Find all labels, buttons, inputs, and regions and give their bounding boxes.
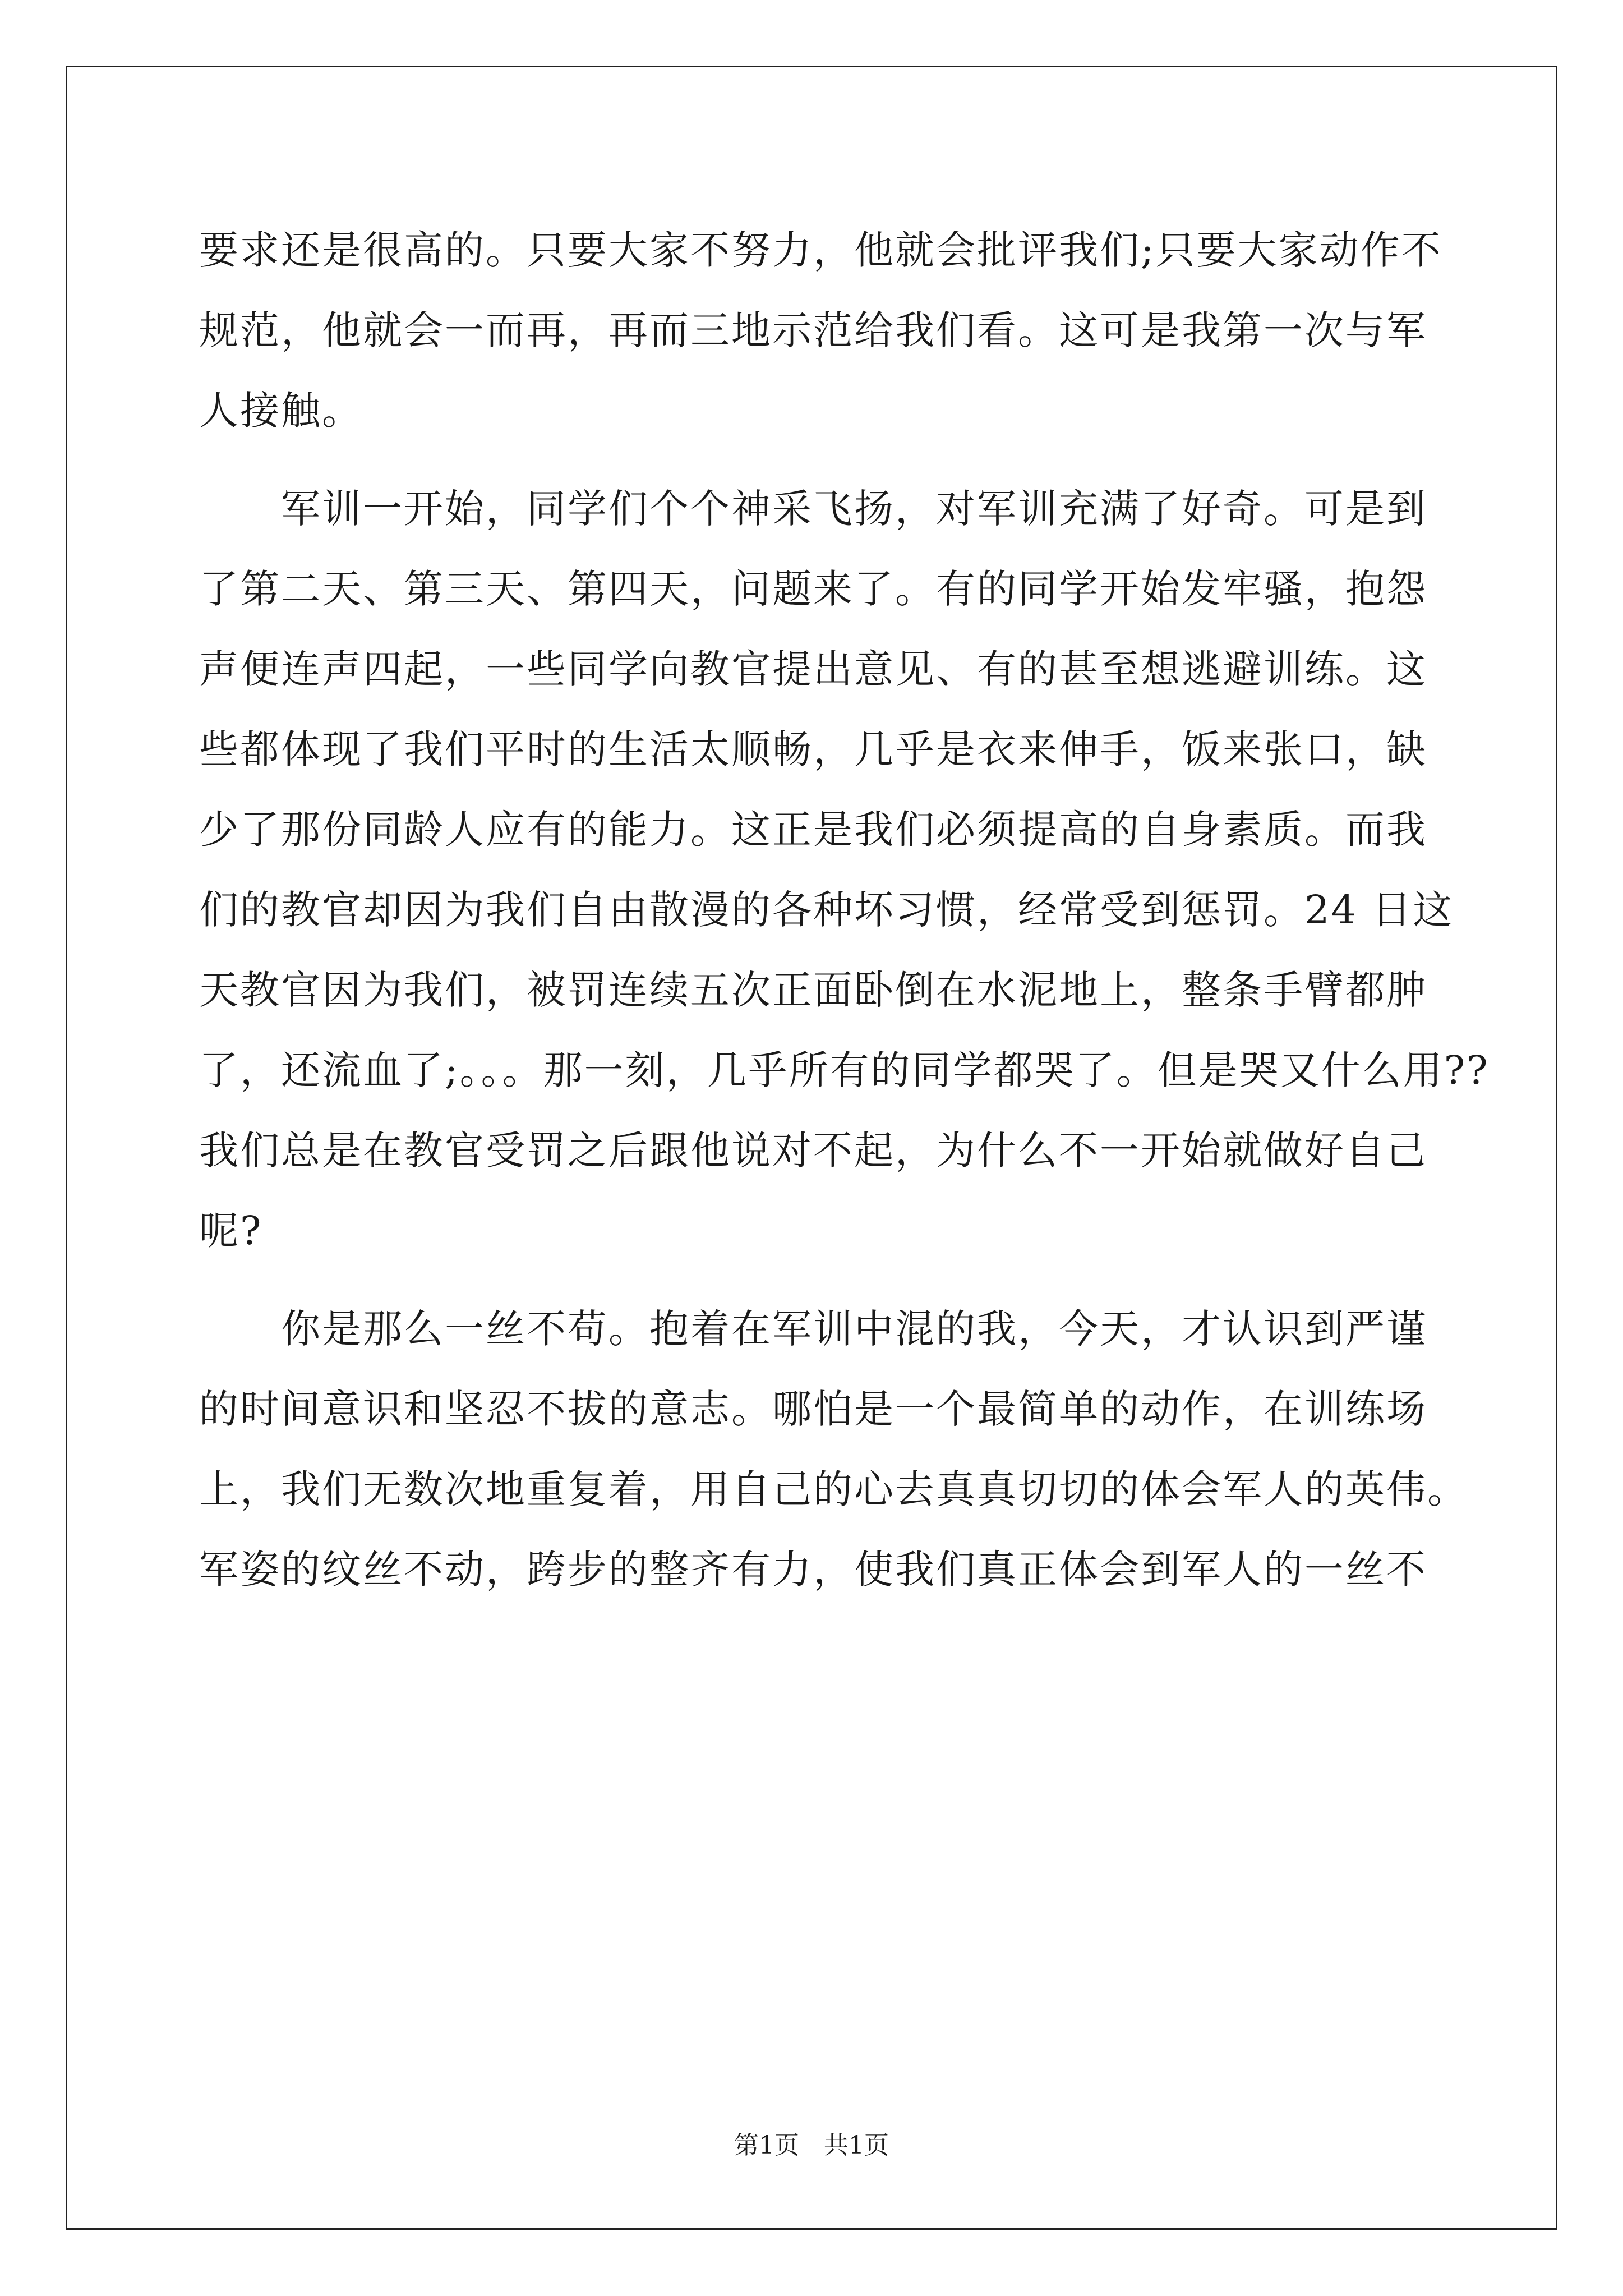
text-line: 们的教官却因为我们自由散漫的各种坏习惯，经常受到惩罚。24 日这 — [199, 887, 1454, 933]
text-line: 要求还是很高的。只要大家不努力，他就会批评我们;只要大家动作不 — [199, 227, 1442, 273]
text-line: 了第二天、第三天、第四天，问题来了。有的同学开始发牢骚，抱怨 — [199, 566, 1427, 612]
text-line: 你是那么一丝不苟。抱着在军训中混的我，今天，才认识到严谨 — [199, 1306, 1427, 1352]
text-line: 天教官因为我们，被罚连续五次正面卧倒在水泥地上，整条手臂都肿 — [199, 967, 1427, 1013]
text-line: 声便连声四起，一些同学向教官提出意见、有的甚至想逃避训练。这 — [199, 646, 1427, 692]
text-line: 少了那份同龄人应有的能力。这正是我们必须提高的自身素质。而我 — [199, 807, 1427, 853]
body-text — [199, 210, 1490, 1610]
paragraph-2 — [199, 469, 1490, 1271]
text-line: 了，还流血了;。。。那一刻，几乎所有的同学都哭了。但是哭又什么用?? — [199, 1047, 1490, 1093]
text-line: 军训一开始，同学们个个神采飞扬，对军训充满了好奇。可是到 — [199, 486, 1427, 532]
text-line: 上，我们无数次地重复着，用自己的心去真真切切的体会军人的英伟。 — [199, 1466, 1468, 1512]
text-line: 人接触。 — [199, 388, 363, 434]
paragraph-1 — [199, 210, 1442, 451]
paragraph-3 — [199, 1289, 1468, 1610]
text-line: 的时间意识和坚忍不拔的意志。哪怕是一个最简单的动作，在训练场 — [199, 1386, 1427, 1432]
page-footer: 第1页 共1页 — [734, 2131, 889, 2160]
text-line: 我们总是在教官受罚之后跟他说对不起，为什么不一开始就做好自己 — [199, 1128, 1427, 1174]
text-line: 规范，他就会一而再，再而三地示范给我们看。这可是我第一次与军 — [199, 307, 1427, 353]
text-line: 些都体现了我们平时的生活太顺畅，几乎是衣来伸手，饭来张口，缺 — [199, 726, 1427, 772]
text-line: 呢? — [199, 1208, 263, 1254]
text-line: 军姿的纹丝不动，跨步的整齐有力，使我们真正体会到军人的一丝不 — [199, 1547, 1427, 1593]
